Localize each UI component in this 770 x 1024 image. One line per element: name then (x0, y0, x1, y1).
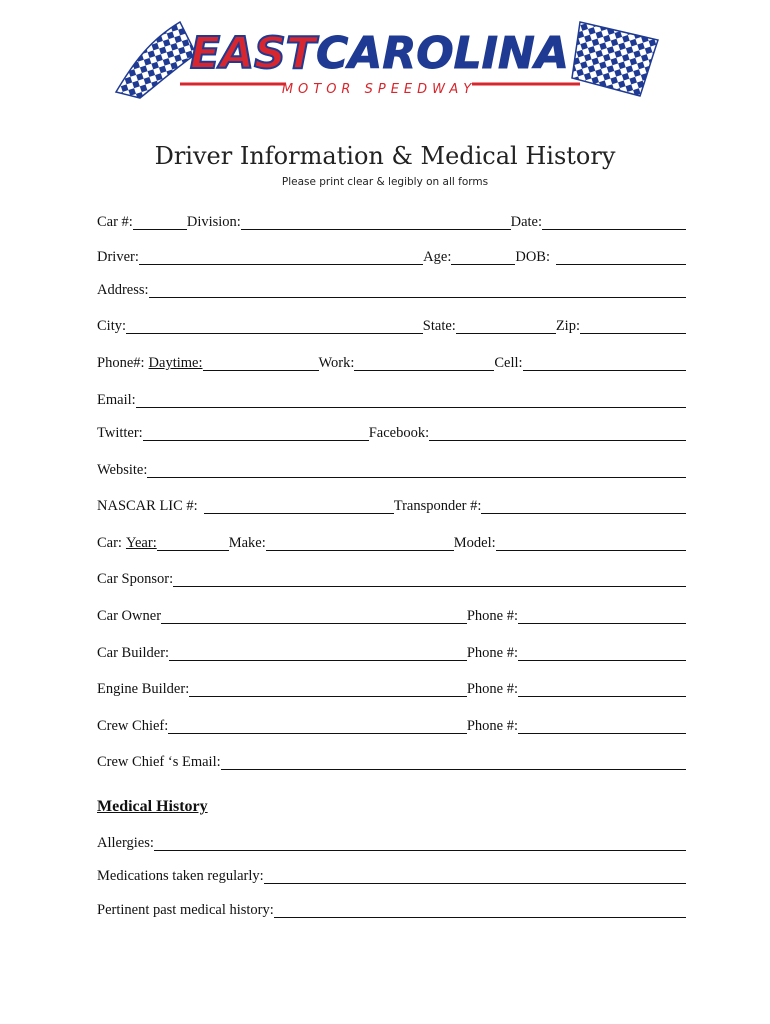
model-label: Model: (453, 535, 496, 551)
website-field[interactable] (147, 463, 686, 478)
city-label: City: (97, 318, 127, 334)
checkered-flag-right-icon (572, 22, 658, 96)
address-field[interactable] (149, 283, 686, 298)
car-number-field[interactable] (133, 215, 187, 230)
row-website (97, 460, 686, 478)
nascar-lic-label: NASCAR LIC #: (97, 498, 198, 514)
facebook-field[interactable] (429, 426, 686, 441)
car-owner-phone-field[interactable] (518, 609, 686, 624)
cell-label: Cell: (494, 355, 523, 371)
crew-chief-email-field[interactable] (221, 755, 686, 770)
division-field[interactable] (241, 215, 511, 230)
nascar-lic-field[interactable] (204, 499, 394, 514)
work-label: Work: (318, 355, 355, 371)
work-phone-field[interactable] (354, 356, 494, 371)
date-label: Date: (510, 214, 542, 230)
dob-label: DOB: (515, 249, 550, 265)
model-field[interactable] (496, 536, 686, 551)
engine-builder-phone-label: Phone #: (466, 681, 518, 697)
row-crew-chief-email (97, 752, 686, 770)
form-title: Driver Information & Medical History (154, 142, 616, 170)
car-owner-phone-label: Phone #: (466, 608, 518, 624)
svg-text:MOTOR SPEEDWAY: MOTOR SPEEDWAY (281, 82, 477, 97)
row-nascar-transponder (97, 496, 686, 514)
row-past-medical-history (97, 900, 686, 918)
row-driver-age-dob (97, 247, 686, 265)
twitter-label: Twitter: (97, 425, 143, 441)
make-field[interactable] (266, 536, 454, 551)
twitter-field[interactable] (143, 426, 369, 441)
row-phone (97, 353, 686, 371)
date-field[interactable] (542, 215, 686, 230)
crew-chief-field[interactable] (168, 719, 467, 734)
medical-history-heading: Medical History (97, 798, 208, 815)
crew-chief-phone-field[interactable] (518, 719, 686, 734)
svg-text:CAROLINA: CAROLINA (316, 28, 569, 79)
engine-builder-field[interactable] (189, 682, 467, 697)
year-label: Year: (125, 535, 157, 551)
crew-chief-phone-label: Phone #: (466, 718, 518, 734)
row-crew-chief (97, 716, 686, 734)
cell-phone-field[interactable] (523, 356, 686, 371)
zip-field[interactable] (580, 319, 686, 334)
row-engine-builder (97, 679, 686, 697)
daytime-phone-field[interactable] (203, 356, 319, 371)
past-medical-history-label: Pertinent past medical history: (97, 902, 274, 918)
driver-label: Driver: (97, 249, 139, 265)
row-car-year-make-model (97, 533, 686, 551)
car-builder-field[interactable] (169, 646, 467, 661)
address-label: Address: (97, 282, 149, 298)
daytime-label: Daytime: (148, 355, 203, 371)
crew-chief-email-label: Crew Chief ‘s Email: (97, 754, 221, 770)
row-twitter-facebook (97, 423, 686, 441)
dob-field[interactable] (556, 250, 686, 265)
row-allergies (97, 833, 686, 851)
svg-text:EAST: EAST (190, 28, 316, 79)
row-car-sponsor (97, 569, 686, 587)
website-label: Website: (97, 462, 148, 478)
row-city-state-zip (97, 316, 686, 334)
row-medications (97, 866, 686, 884)
car-builder-phone-field[interactable] (518, 646, 686, 661)
form-subtitle: Please print clear & legibly on all forms (281, 176, 489, 188)
car-owner-label: Car Owner (97, 608, 162, 624)
medications-label: Medications taken regularly: (97, 868, 264, 884)
age-field[interactable] (451, 250, 515, 265)
row-email (97, 390, 686, 408)
state-label: State: (422, 318, 456, 334)
checkered-flag-left-icon (116, 22, 196, 98)
row-car-owner (97, 606, 686, 624)
medications-field[interactable] (264, 869, 686, 884)
crew-chief-label: Crew Chief: (97, 718, 169, 734)
transponder-label: Transponder #: (393, 498, 482, 514)
transponder-field[interactable] (481, 499, 686, 514)
past-medical-history-field[interactable] (274, 903, 686, 918)
car-builder-label: Car Builder: (97, 645, 170, 661)
year-field[interactable] (157, 536, 229, 551)
age-label: Age: (423, 249, 452, 265)
row-car-builder (97, 643, 686, 661)
engine-builder-phone-field[interactable] (518, 682, 686, 697)
phone-label: Phone#: (97, 355, 145, 371)
engine-builder-label: Engine Builder: (97, 681, 190, 697)
allergies-label: Allergies: (97, 835, 154, 851)
row-address (97, 280, 686, 298)
east-carolina-logo (110, 14, 662, 100)
zip-label: Zip: (555, 318, 580, 334)
city-field[interactable] (126, 319, 423, 334)
allergies-field[interactable] (154, 836, 686, 851)
email-label: Email: (97, 392, 136, 408)
division-label: Division: (186, 214, 241, 230)
car-label: Car: (97, 535, 122, 551)
email-field[interactable] (136, 393, 686, 408)
make-label: Make: (228, 535, 266, 551)
facebook-label: Facebook: (368, 425, 430, 441)
car-number-label: Car #: (97, 214, 133, 230)
car-owner-field[interactable] (161, 609, 467, 624)
car-sponsor-label: Car Sponsor: (97, 571, 174, 587)
state-field[interactable] (456, 319, 556, 334)
row-car-division-date (97, 212, 686, 230)
car-builder-phone-label: Phone #: (466, 645, 518, 661)
car-sponsor-field[interactable] (173, 572, 686, 587)
driver-field[interactable] (139, 250, 423, 265)
